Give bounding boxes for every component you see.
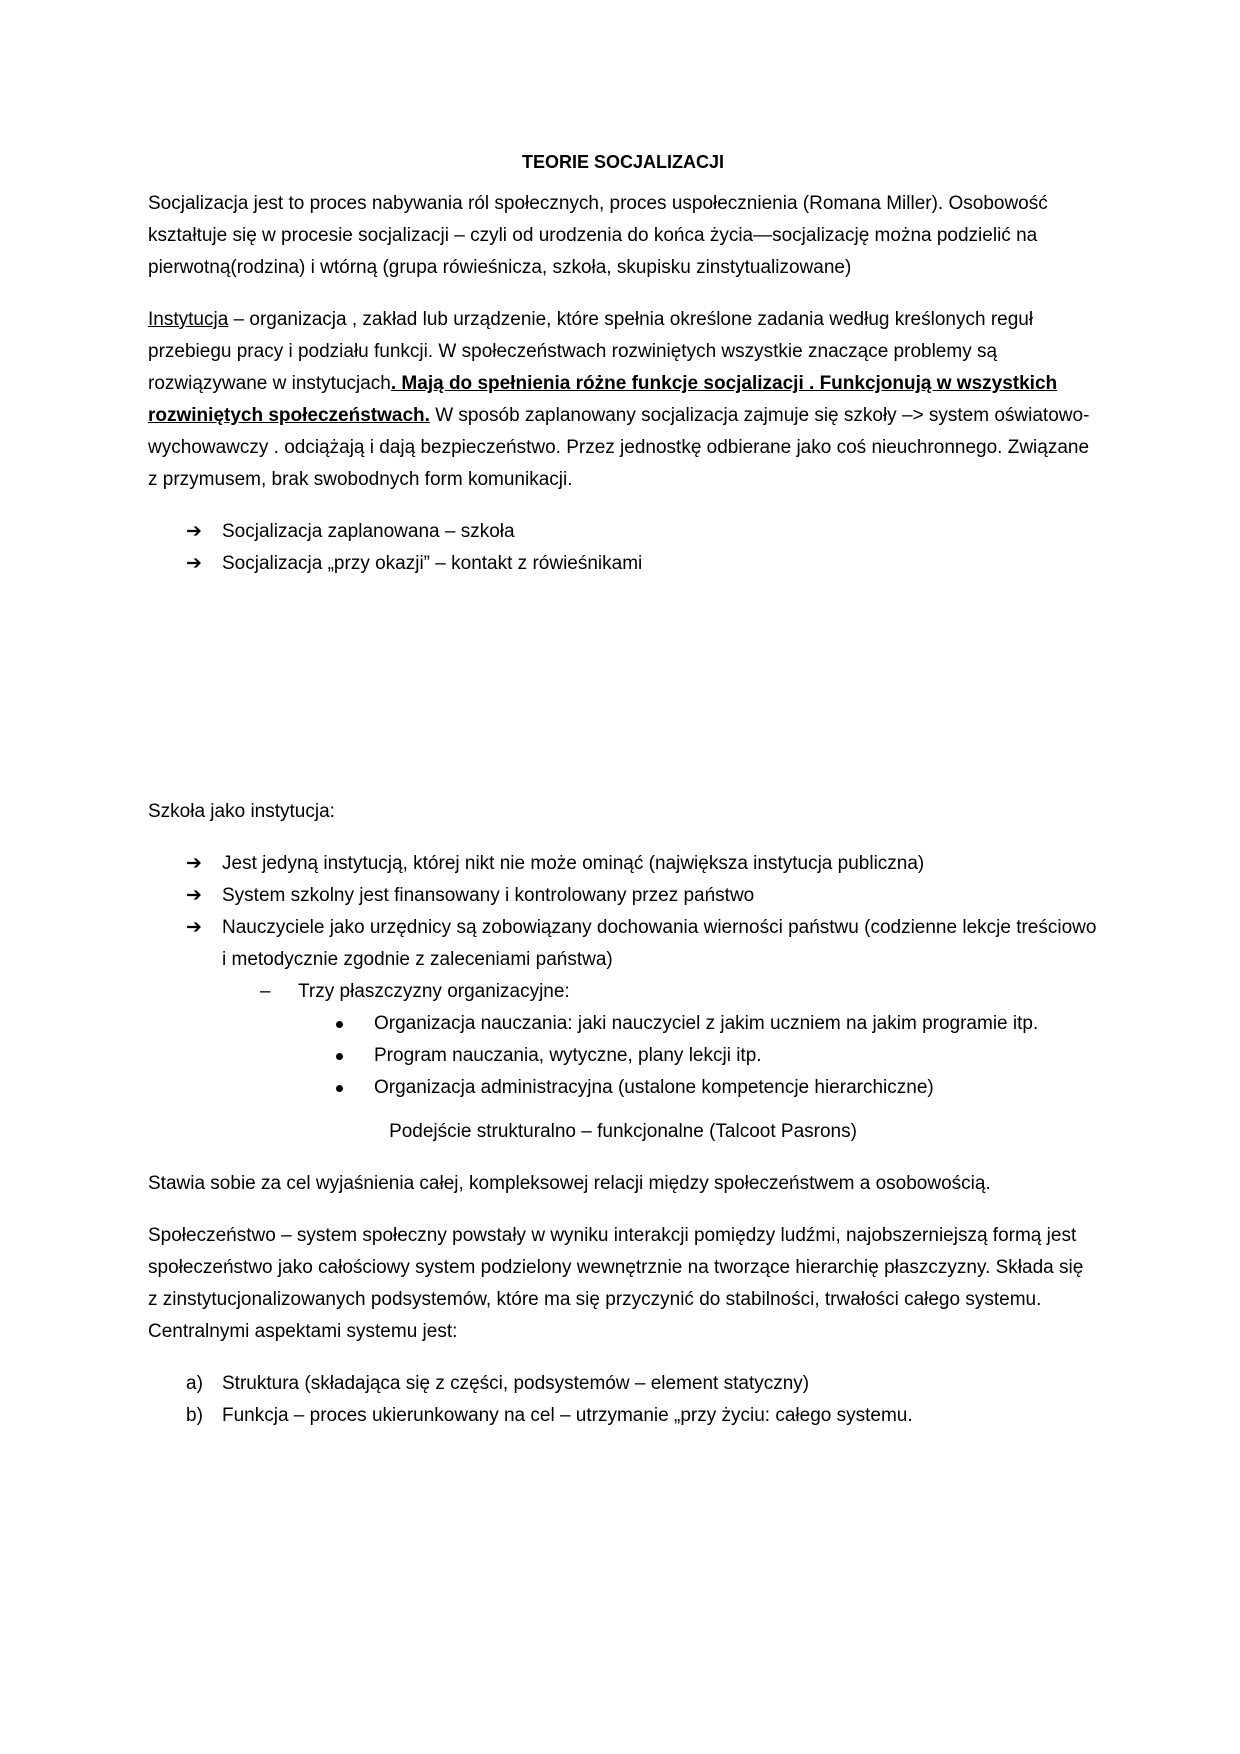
list-marker: a) — [186, 1373, 203, 1394]
dash-icon: – — [260, 981, 271, 1002]
list-item-text: Socjalizacja zaplanowana – szkoła — [222, 521, 515, 542]
szkola-arrow-list — [148, 848, 1098, 1104]
socjalizacja-arrow-list — [148, 516, 1098, 580]
bullet-icon — [336, 1085, 343, 1092]
instytucja-text-2: W sposób zaplanowany socjalizacja zajmuje się szkoły –> system oświatowo-wychowawczy . odciążają i dają bezpieczeństwo. Przez jednostkę odbierane jako coś nieuchronnego. Związane z przymusem, brak swobodnych form komunikacji. — [148, 405, 1090, 490]
document-title: TEORIE SOCJALIZACJI — [521, 152, 725, 172]
list-item-text: Struktura (składająca się z części, podsystemów – element statyczny) — [222, 1373, 810, 1394]
szkola-heading: Szkoła jako instytucja: — [148, 801, 335, 822]
bullet-icon — [336, 1053, 343, 1060]
arrow-right-icon: ➔ — [186, 521, 202, 542]
instytucja-term: Instytucja — [148, 309, 229, 330]
list-item-text: Nauczyciele jako urzędnicy są zobowiązany dochowania wierności państwu (codzienne lekcje treściowo i metodycznie zgodnie z zaleceniami państwa) — [222, 917, 1097, 970]
list-item — [336, 1072, 1098, 1104]
arrow-right-icon: ➔ — [186, 885, 202, 906]
section-paragraph-1: Stawia sobie za cel wyjaśnienia całej, kompleksowej relacji między społeczeństwem a osobowością. — [148, 1173, 991, 1194]
bullet-list — [298, 1008, 1098, 1104]
document-content — [148, 146, 1098, 1432]
arrow-right-icon: ➔ — [186, 853, 202, 874]
list-item-text: Jest jedyną instytucją, której nikt nie może ominąć (największa instytucja publiczna) — [222, 853, 925, 874]
instytucja-emphasis: . Mają do spełnienia różne funkcje socjalizacji . Funkcjonują w wszystkich rozwiniętych społeczeństwach. — [148, 373, 1058, 426]
list-item-text: Trzy płaszczyzny organizacyjne: — [298, 981, 570, 1002]
list-item — [186, 1400, 1098, 1432]
bullet-icon — [336, 1021, 343, 1028]
list-marker: b) — [186, 1405, 203, 1426]
list-item — [186, 848, 1098, 880]
list-item — [260, 976, 1098, 1104]
list-item-text: Organizacja administracyjna (ustalone kompetencje hierarchiczne) — [374, 1077, 934, 1098]
instytucja-text-1: – organizacja , zakład lub urządzenie, które spełnia określone zadania według kreślonych reguł przebiegu pracy i podziału funkcji. W społeczeństwach rozwiniętych wszystkie znaczące problemy są rozwiązywane w instytucjach — [148, 309, 1034, 394]
list-item-text: System szkolny jest finansowany i kontrolowany przez państwo — [222, 885, 755, 906]
alpha-list — [148, 1368, 1098, 1432]
list-item — [186, 548, 1098, 580]
list-item — [186, 1368, 1098, 1400]
section-paragraph-2: Społeczeństwo – system społeczny powstały w wyniku interakcji pomiędzy ludźmi, najobszerniejszą formą jest społeczeństwo jako całościowy system podzielony wewnętrznie na tworzące hierarchię płaszczyzny. Składa się z zinstytucjonalizowanych podsystemów, które ma się przyczynić do stabilności, trwałości całego systemu. Centralnymi aspektami systemu jest: — [148, 1225, 1084, 1342]
instytucja-paragraph — [148, 304, 1098, 496]
list-item — [186, 880, 1098, 912]
list-item — [336, 1040, 1098, 1072]
arrow-right-icon: ➔ — [186, 553, 202, 574]
list-item-text: Funkcja – proces ukierunkowany na cel – utrzymanie „przy życiu: całego systemu. — [222, 1405, 913, 1426]
list-item-text: Program nauczania, wytyczne, plany lekcji itp. — [374, 1045, 762, 1066]
arrow-right-icon: ➔ — [186, 917, 202, 938]
list-item — [336, 1008, 1098, 1040]
blank-space — [148, 600, 1098, 796]
intro-paragraph: Socjalizacja jest to proces nabywania ról społecznych, proces uspołecznienia (Romana Miller). Osobowość kształtuje się w procesie socjalizacji – czyli od urodzenia do końca życia—socjalizację można podzielić na pierwotną(rodzina) i wtórną (grupa rówieśnicza, szkoła, skupisku zinstytualizowane) — [148, 193, 1048, 278]
list-item-text: Socjalizacja „przy okazji” – kontakt z rówieśnikami — [222, 553, 643, 574]
list-item — [186, 912, 1098, 1104]
section-heading: Podejście strukturalno – funkcjonalne (Talcoot Pasrons) — [389, 1121, 857, 1142]
list-item-text: Organizacja nauczania: jaki nauczyciel z jakim uczniem na jakim programie itp. — [374, 1013, 1039, 1034]
list-item — [186, 516, 1098, 548]
dash-list — [222, 976, 1098, 1104]
